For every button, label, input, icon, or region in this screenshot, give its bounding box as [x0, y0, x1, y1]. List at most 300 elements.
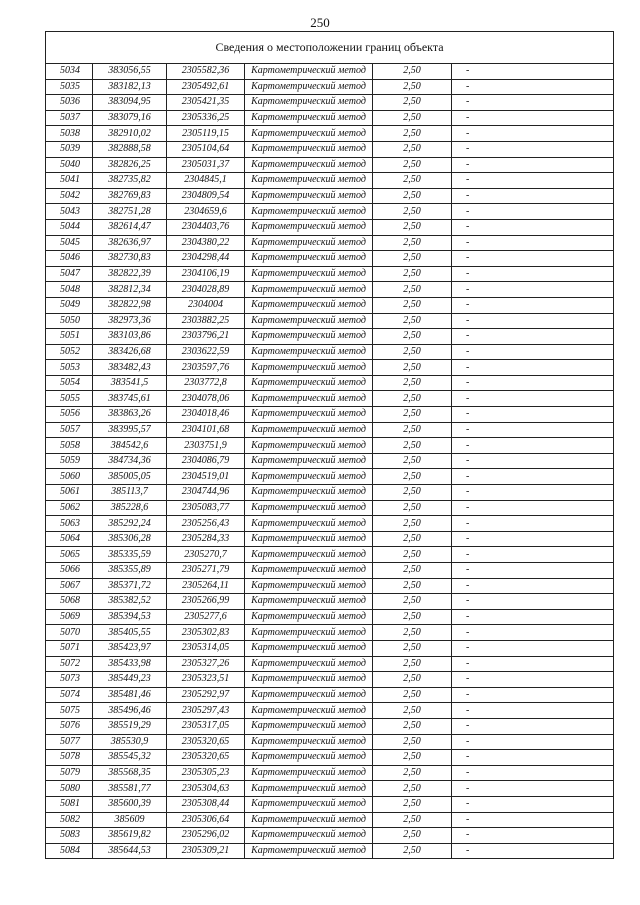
table-row: [46, 578, 614, 594]
accuracy-cell: 2,50: [373, 750, 452, 766]
method-cell: Картометрический метод: [245, 407, 373, 423]
x-coordinate-cell: 382636,97: [93, 235, 167, 251]
description-cell: -: [452, 173, 614, 189]
table-row: [46, 188, 614, 204]
accuracy-cell: 2,50: [373, 625, 452, 641]
y-coordinate-cell: 2305270,7: [167, 547, 245, 563]
table-row: [46, 79, 614, 95]
point-number-cell: 5040: [46, 157, 93, 173]
table-row: [46, 796, 614, 812]
x-coordinate-cell: 382822,98: [93, 297, 167, 313]
table-row: [46, 672, 614, 688]
point-number-cell: 5077: [46, 734, 93, 750]
table-row: [46, 110, 614, 126]
description-cell: -: [452, 79, 614, 95]
x-coordinate-cell: 385481,46: [93, 687, 167, 703]
description-cell: -: [452, 656, 614, 672]
point-number-cell: 5062: [46, 500, 93, 516]
method-cell: Картометрический метод: [245, 485, 373, 501]
table-row: [46, 173, 614, 189]
table-row: [46, 344, 614, 360]
accuracy-cell: 2,50: [373, 828, 452, 844]
x-coordinate-cell: 382910,02: [93, 126, 167, 142]
point-number-cell: 5076: [46, 718, 93, 734]
table-row: [46, 282, 614, 298]
table-row: [46, 251, 614, 267]
method-cell: Картометрический метод: [245, 204, 373, 220]
x-coordinate-cell: 385423,97: [93, 640, 167, 656]
method-cell: Картометрический метод: [245, 703, 373, 719]
description-cell: -: [452, 672, 614, 688]
method-cell: Картометрический метод: [245, 625, 373, 641]
point-number-cell: 5048: [46, 282, 93, 298]
y-coordinate-cell: 2304809,54: [167, 188, 245, 204]
description-cell: -: [452, 391, 614, 407]
point-number-cell: 5037: [46, 110, 93, 126]
table-row: [46, 485, 614, 501]
page-number: 250: [310, 15, 330, 30]
y-coordinate-cell: 2304403,76: [167, 219, 245, 235]
method-cell: Картометрический метод: [245, 843, 373, 859]
accuracy-cell: 2,50: [373, 500, 452, 516]
table-row: [46, 828, 614, 844]
accuracy-cell: 2,50: [373, 375, 452, 391]
accuracy-cell: 2,50: [373, 796, 452, 812]
description-cell: -: [452, 188, 614, 204]
description-cell: -: [452, 313, 614, 329]
method-cell: Картометрический метод: [245, 718, 373, 734]
y-coordinate-cell: 2305296,02: [167, 828, 245, 844]
table-row: [46, 219, 614, 235]
x-coordinate-cell: 382614,47: [93, 219, 167, 235]
x-coordinate-cell: 384734,36: [93, 453, 167, 469]
table-row: [46, 765, 614, 781]
accuracy-cell: 2,50: [373, 734, 452, 750]
accuracy-cell: 2,50: [373, 282, 452, 298]
y-coordinate-cell: 2305266,99: [167, 594, 245, 610]
accuracy-cell: 2,50: [373, 297, 452, 313]
table-row: [46, 297, 614, 313]
x-coordinate-cell: 383103,86: [93, 329, 167, 345]
accuracy-cell: 2,50: [373, 344, 452, 360]
x-coordinate-cell: 383995,57: [93, 422, 167, 438]
method-cell: Картометрический метод: [245, 547, 373, 563]
point-number-cell: 5052: [46, 344, 93, 360]
accuracy-cell: 2,50: [373, 594, 452, 610]
accuracy-cell: 2,50: [373, 391, 452, 407]
accuracy-cell: 2,50: [373, 656, 452, 672]
table-row: [46, 718, 614, 734]
point-number-cell: 5042: [46, 188, 93, 204]
method-cell: Картометрический метод: [245, 173, 373, 189]
method-cell: Картометрический метод: [245, 734, 373, 750]
method-cell: Картометрический метод: [245, 563, 373, 579]
point-number-cell: 5034: [46, 64, 93, 80]
description-cell: -: [452, 687, 614, 703]
point-number-cell: 5047: [46, 266, 93, 282]
description-cell: -: [452, 796, 614, 812]
point-number-cell: 5075: [46, 703, 93, 719]
table-row: [46, 594, 614, 610]
table-row: [46, 609, 614, 625]
accuracy-cell: 2,50: [373, 453, 452, 469]
accuracy-cell: 2,50: [373, 563, 452, 579]
x-coordinate-cell: 382812,34: [93, 282, 167, 298]
method-cell: Картометрический метод: [245, 297, 373, 313]
description-cell: -: [452, 360, 614, 376]
description-cell: -: [452, 235, 614, 251]
x-coordinate-cell: 383079,16: [93, 110, 167, 126]
x-coordinate-cell: 382730,83: [93, 251, 167, 267]
description-cell: -: [452, 438, 614, 454]
y-coordinate-cell: 2305119,15: [167, 126, 245, 142]
description-cell: -: [452, 110, 614, 126]
description-cell: -: [452, 812, 614, 828]
method-cell: Картометрический метод: [245, 750, 373, 766]
description-cell: -: [452, 547, 614, 563]
accuracy-cell: 2,50: [373, 79, 452, 95]
point-number-cell: 5071: [46, 640, 93, 656]
table-row: [46, 656, 614, 672]
accuracy-cell: 2,50: [373, 157, 452, 173]
point-number-cell: 5063: [46, 516, 93, 532]
x-coordinate-cell: 382751,28: [93, 204, 167, 220]
point-number-cell: 5074: [46, 687, 93, 703]
method-cell: Картометрический метод: [245, 672, 373, 688]
accuracy-cell: 2,50: [373, 204, 452, 220]
y-coordinate-cell: 2305320,65: [167, 750, 245, 766]
y-coordinate-cell: 2305492,61: [167, 79, 245, 95]
method-cell: Картометрический метод: [245, 391, 373, 407]
description-cell: -: [452, 750, 614, 766]
accuracy-cell: 2,50: [373, 469, 452, 485]
point-number-cell: 5061: [46, 485, 93, 501]
y-coordinate-cell: 2303772,8: [167, 375, 245, 391]
y-coordinate-cell: 2305304,63: [167, 781, 245, 797]
point-number-cell: 5035: [46, 79, 93, 95]
method-cell: Картометрический метод: [245, 235, 373, 251]
y-coordinate-cell: 2305421,35: [167, 95, 245, 111]
method-cell: Картометрический метод: [245, 516, 373, 532]
y-coordinate-cell: 2304086,79: [167, 453, 245, 469]
method-cell: Картометрический метод: [245, 531, 373, 547]
point-number-cell: 5070: [46, 625, 93, 641]
method-cell: Картометрический метод: [245, 64, 373, 80]
accuracy-cell: 2,50: [373, 313, 452, 329]
accuracy-cell: 2,50: [373, 141, 452, 157]
y-coordinate-cell: 2305297,43: [167, 703, 245, 719]
x-coordinate-cell: 385394,53: [93, 609, 167, 625]
x-coordinate-cell: 383482,43: [93, 360, 167, 376]
y-coordinate-cell: 2304845,1: [167, 173, 245, 189]
method-cell: Картометрический метод: [245, 79, 373, 95]
table-row: [46, 375, 614, 391]
description-cell: -: [452, 843, 614, 859]
y-coordinate-cell: 2304298,44: [167, 251, 245, 267]
accuracy-cell: 2,50: [373, 110, 452, 126]
method-cell: Картометрический метод: [245, 656, 373, 672]
y-coordinate-cell: 2304744,96: [167, 485, 245, 501]
point-number-cell: 5059: [46, 453, 93, 469]
y-coordinate-cell: 2305284,33: [167, 531, 245, 547]
x-coordinate-cell: 383541,5: [93, 375, 167, 391]
table-row: [46, 531, 614, 547]
description-cell: -: [452, 219, 614, 235]
description-cell: -: [452, 578, 614, 594]
table-row: [46, 407, 614, 423]
method-cell: Картометрический метод: [245, 640, 373, 656]
y-coordinate-cell: 2305292,97: [167, 687, 245, 703]
table-row: [46, 157, 614, 173]
y-coordinate-cell: 2305308,44: [167, 796, 245, 812]
description-cell: -: [452, 609, 614, 625]
method-cell: Картометрический метод: [245, 313, 373, 329]
description-cell: -: [452, 640, 614, 656]
x-coordinate-cell: 385306,28: [93, 531, 167, 547]
accuracy-cell: 2,50: [373, 407, 452, 423]
accuracy-cell: 2,50: [373, 251, 452, 267]
description-cell: -: [452, 828, 614, 844]
x-coordinate-cell: 385228,6: [93, 500, 167, 516]
x-coordinate-cell: 383426,68: [93, 344, 167, 360]
method-cell: Картометрический метод: [245, 765, 373, 781]
accuracy-cell: 2,50: [373, 438, 452, 454]
y-coordinate-cell: 2303597,76: [167, 360, 245, 376]
table-row: [46, 516, 614, 532]
x-coordinate-cell: 385005,05: [93, 469, 167, 485]
y-coordinate-cell: 2305083,77: [167, 500, 245, 516]
y-coordinate-cell: 2305256,43: [167, 516, 245, 532]
y-coordinate-cell: 2305320,65: [167, 734, 245, 750]
y-coordinate-cell: 2304106,19: [167, 266, 245, 282]
description-cell: -: [452, 375, 614, 391]
description-cell: -: [452, 64, 614, 80]
y-coordinate-cell: 2304078,06: [167, 391, 245, 407]
x-coordinate-cell: 385519,29: [93, 718, 167, 734]
x-coordinate-cell: 385449,23: [93, 672, 167, 688]
accuracy-cell: 2,50: [373, 687, 452, 703]
method-cell: Картометрический метод: [245, 687, 373, 703]
table-row: [46, 687, 614, 703]
y-coordinate-cell: 2305104,64: [167, 141, 245, 157]
table-row: [46, 95, 614, 111]
method-cell: Картометрический метод: [245, 188, 373, 204]
table-row: [46, 547, 614, 563]
method-cell: Картометрический метод: [245, 796, 373, 812]
table-row: [46, 812, 614, 828]
table-row: [46, 235, 614, 251]
accuracy-cell: 2,50: [373, 531, 452, 547]
y-coordinate-cell: 2305031,37: [167, 157, 245, 173]
accuracy-cell: 2,50: [373, 609, 452, 625]
x-coordinate-cell: 383745,61: [93, 391, 167, 407]
y-coordinate-cell: 2305271,79: [167, 563, 245, 579]
method-cell: Картометрический метод: [245, 344, 373, 360]
method-cell: Картометрический метод: [245, 781, 373, 797]
description-cell: -: [452, 625, 614, 641]
method-cell: Картометрический метод: [245, 329, 373, 345]
method-cell: Картометрический метод: [245, 422, 373, 438]
description-cell: -: [452, 297, 614, 313]
point-number-cell: 5056: [46, 407, 93, 423]
method-cell: Картометрический метод: [245, 594, 373, 610]
description-cell: -: [452, 531, 614, 547]
description-cell: -: [452, 266, 614, 282]
y-coordinate-cell: 2305582,36: [167, 64, 245, 80]
section-title-row: [46, 32, 614, 64]
point-number-cell: 5067: [46, 578, 93, 594]
point-number-cell: 5083: [46, 828, 93, 844]
point-number-cell: 5039: [46, 141, 93, 157]
table-row: [46, 703, 614, 719]
accuracy-cell: 2,50: [373, 360, 452, 376]
accuracy-cell: 2,50: [373, 188, 452, 204]
method-cell: Картометрический метод: [245, 609, 373, 625]
table-row: [46, 422, 614, 438]
x-coordinate-cell: 384542,6: [93, 438, 167, 454]
y-coordinate-cell: 2305314,05: [167, 640, 245, 656]
table-row: [46, 438, 614, 454]
method-cell: Картометрический метод: [245, 266, 373, 282]
y-coordinate-cell: 2305323,51: [167, 672, 245, 688]
y-coordinate-cell: 2304380,22: [167, 235, 245, 251]
x-coordinate-cell: 382822,39: [93, 266, 167, 282]
x-coordinate-cell: 382973,36: [93, 313, 167, 329]
description-cell: -: [452, 422, 614, 438]
method-cell: Картометрический метод: [245, 375, 373, 391]
point-number-cell: 5051: [46, 329, 93, 345]
x-coordinate-cell: 383182,13: [93, 79, 167, 95]
method-cell: Картометрический метод: [245, 500, 373, 516]
accuracy-cell: 2,50: [373, 703, 452, 719]
description-cell: -: [452, 485, 614, 501]
method-cell: Картометрический метод: [245, 812, 373, 828]
x-coordinate-cell: 385335,59: [93, 547, 167, 563]
description-cell: -: [452, 734, 614, 750]
x-coordinate-cell: 385382,52: [93, 594, 167, 610]
x-coordinate-cell: 382826,25: [93, 157, 167, 173]
boundary-table-sheet: [45, 31, 613, 859]
method-cell: Картометрический метод: [245, 453, 373, 469]
description-cell: -: [452, 251, 614, 267]
x-coordinate-cell: 385371,72: [93, 578, 167, 594]
x-coordinate-cell: 385433,98: [93, 656, 167, 672]
y-coordinate-cell: 2305302,83: [167, 625, 245, 641]
point-number-cell: 5072: [46, 656, 93, 672]
table-row: [46, 126, 614, 142]
x-coordinate-cell: 382888,58: [93, 141, 167, 157]
description-cell: -: [452, 594, 614, 610]
description-cell: -: [452, 453, 614, 469]
y-coordinate-cell: 2305305,23: [167, 765, 245, 781]
x-coordinate-cell: 383863,26: [93, 407, 167, 423]
method-cell: Картометрический метод: [245, 219, 373, 235]
x-coordinate-cell: 385545,32: [93, 750, 167, 766]
y-coordinate-cell: 2304018,46: [167, 407, 245, 423]
accuracy-cell: 2,50: [373, 516, 452, 532]
table-row: [46, 266, 614, 282]
x-coordinate-cell: 385530,9: [93, 734, 167, 750]
method-cell: Картометрический метод: [245, 828, 373, 844]
description-cell: -: [452, 329, 614, 345]
description-cell: -: [452, 204, 614, 220]
point-number-cell: 5058: [46, 438, 93, 454]
table-row: [46, 64, 614, 80]
x-coordinate-cell: 385568,35: [93, 765, 167, 781]
x-coordinate-cell: 385496,46: [93, 703, 167, 719]
accuracy-cell: 2,50: [373, 578, 452, 594]
x-coordinate-cell: 385355,89: [93, 563, 167, 579]
x-coordinate-cell: 385405,55: [93, 625, 167, 641]
point-number-cell: 5064: [46, 531, 93, 547]
method-cell: Картометрический метод: [245, 251, 373, 267]
table-row: [46, 734, 614, 750]
method-cell: Картометрический метод: [245, 126, 373, 142]
point-number-cell: 5066: [46, 563, 93, 579]
description-cell: -: [452, 282, 614, 298]
accuracy-cell: 2,50: [373, 126, 452, 142]
point-number-cell: 5073: [46, 672, 93, 688]
table-row: [46, 843, 614, 859]
accuracy-cell: 2,50: [373, 843, 452, 859]
description-cell: -: [452, 703, 614, 719]
x-coordinate-cell: 385581,77: [93, 781, 167, 797]
boundary-table: [45, 31, 614, 859]
table-body: [46, 32, 614, 859]
x-coordinate-cell: 383056,55: [93, 64, 167, 80]
description-cell: -: [452, 95, 614, 111]
accuracy-cell: 2,50: [373, 718, 452, 734]
point-number-cell: 5038: [46, 126, 93, 142]
point-number-cell: 5041: [46, 173, 93, 189]
method-cell: Картометрический метод: [245, 438, 373, 454]
description-cell: -: [452, 718, 614, 734]
point-number-cell: 5050: [46, 313, 93, 329]
x-coordinate-cell: 382735,82: [93, 173, 167, 189]
accuracy-cell: 2,50: [373, 765, 452, 781]
y-coordinate-cell: 2303796,21: [167, 329, 245, 345]
table-row: [46, 750, 614, 766]
accuracy-cell: 2,50: [373, 672, 452, 688]
table-row: [46, 391, 614, 407]
accuracy-cell: 2,50: [373, 173, 452, 189]
point-number-cell: 5049: [46, 297, 93, 313]
method-cell: Картометрический метод: [245, 469, 373, 485]
table-row: [46, 781, 614, 797]
point-number-cell: 5069: [46, 609, 93, 625]
point-number-cell: 5080: [46, 781, 93, 797]
y-coordinate-cell: 2304028,89: [167, 282, 245, 298]
point-number-cell: 5084: [46, 843, 93, 859]
y-coordinate-cell: 2305309,21: [167, 843, 245, 859]
accuracy-cell: 2,50: [373, 422, 452, 438]
description-cell: -: [452, 344, 614, 360]
accuracy-cell: 2,50: [373, 547, 452, 563]
description-cell: -: [452, 141, 614, 157]
y-coordinate-cell: 2303751,9: [167, 438, 245, 454]
x-coordinate-cell: 385609: [93, 812, 167, 828]
y-coordinate-cell: 2304101,68: [167, 422, 245, 438]
x-coordinate-cell: 383094,95: [93, 95, 167, 111]
table-row: [46, 313, 614, 329]
method-cell: Картометрический метод: [245, 110, 373, 126]
y-coordinate-cell: 2304004: [167, 297, 245, 313]
table-row: [46, 360, 614, 376]
point-number-cell: 5055: [46, 391, 93, 407]
description-cell: -: [452, 781, 614, 797]
table-row: [46, 625, 614, 641]
section-title: Сведения о местоположении границ объекта: [46, 32, 614, 64]
